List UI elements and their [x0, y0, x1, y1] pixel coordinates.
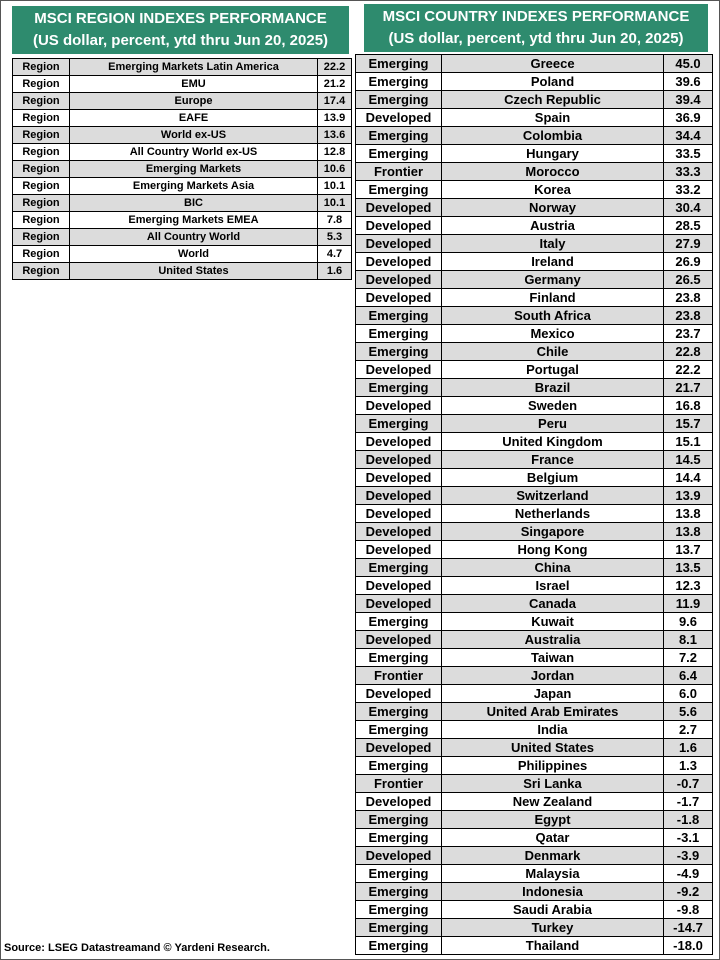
- row-value-cell: 26.9: [664, 253, 713, 271]
- row-type-cell: Emerging: [356, 325, 442, 343]
- table-row: [13, 246, 352, 263]
- row-value-cell: 2.7: [664, 721, 713, 739]
- row-value-cell: 22.2: [318, 59, 352, 76]
- row-value-cell: 7.8: [318, 212, 352, 229]
- table-row: [356, 253, 713, 271]
- row-type-cell: Developed: [356, 199, 442, 217]
- row-name-cell: Finland: [442, 289, 664, 307]
- row-type-cell: Emerging: [356, 55, 442, 73]
- row-name-cell: Ireland: [442, 253, 664, 271]
- row-type-cell: Emerging: [356, 829, 442, 847]
- row-type-cell: Developed: [356, 397, 442, 415]
- row-name-cell: Belgium: [442, 469, 664, 487]
- row-value-cell: 39.6: [664, 73, 713, 91]
- row-type-cell: Developed: [356, 433, 442, 451]
- table-row: [13, 178, 352, 195]
- table-row: [356, 55, 713, 73]
- table-row: [356, 145, 713, 163]
- row-type-cell: Emerging: [356, 937, 442, 955]
- row-type-cell: Developed: [356, 505, 442, 523]
- row-name-cell: United States: [442, 739, 664, 757]
- row-name-cell: Egypt: [442, 811, 664, 829]
- row-value-cell: 39.4: [664, 91, 713, 109]
- row-name-cell: Israel: [442, 577, 664, 595]
- row-value-cell: 10.6: [318, 161, 352, 178]
- table-row: [356, 469, 713, 487]
- row-value-cell: 33.3: [664, 163, 713, 181]
- row-type-cell: Developed: [356, 253, 442, 271]
- row-value-cell: 10.1: [318, 195, 352, 212]
- row-value-cell: 6.4: [664, 667, 713, 685]
- row-type-cell: Developed: [356, 271, 442, 289]
- table-row: [356, 73, 713, 91]
- row-name-cell: Emerging Markets Asia: [70, 178, 318, 195]
- row-value-cell: 12.3: [664, 577, 713, 595]
- table-row: [356, 703, 713, 721]
- table-row: [356, 217, 713, 235]
- row-value-cell: 23.8: [664, 307, 713, 325]
- table-row: [356, 109, 713, 127]
- table-row: [13, 93, 352, 110]
- row-type-cell: Emerging: [356, 757, 442, 775]
- row-name-cell: Philippines: [442, 757, 664, 775]
- table-row: [356, 451, 713, 469]
- row-value-cell: 4.7: [318, 246, 352, 263]
- table-row: [13, 212, 352, 229]
- row-value-cell: 11.9: [664, 595, 713, 613]
- region-table-header: [12, 6, 349, 54]
- region-performance-table: [12, 58, 352, 280]
- row-name-cell: Netherlands: [442, 505, 664, 523]
- row-value-cell: -0.7: [664, 775, 713, 793]
- table-row: [356, 361, 713, 379]
- row-value-cell: 34.4: [664, 127, 713, 145]
- row-name-cell: Italy: [442, 235, 664, 253]
- row-name-cell: Emerging Markets: [70, 161, 318, 178]
- row-value-cell: 13.5: [664, 559, 713, 577]
- row-value-cell: 13.9: [664, 487, 713, 505]
- row-type-cell: Emerging: [356, 919, 442, 937]
- row-type-cell: Region: [13, 212, 70, 229]
- row-name-cell: Greece: [442, 55, 664, 73]
- row-value-cell: -3.1: [664, 829, 713, 847]
- table-row: [13, 195, 352, 212]
- table-row: [356, 631, 713, 649]
- table-row: [356, 559, 713, 577]
- row-type-cell: Developed: [356, 289, 442, 307]
- row-value-cell: 28.5: [664, 217, 713, 235]
- table-row: [356, 829, 713, 847]
- row-name-cell: France: [442, 451, 664, 469]
- row-value-cell: -4.9: [664, 865, 713, 883]
- row-value-cell: -18.0: [664, 937, 713, 955]
- row-name-cell: Canada: [442, 595, 664, 613]
- table-row: [356, 289, 713, 307]
- row-name-cell: Czech Republic: [442, 91, 664, 109]
- row-value-cell: 17.4: [318, 93, 352, 110]
- row-type-cell: Emerging: [356, 703, 442, 721]
- row-type-cell: Emerging: [356, 127, 442, 145]
- table-row: [356, 523, 713, 541]
- table-row: [356, 667, 713, 685]
- row-value-cell: 9.6: [664, 613, 713, 631]
- row-type-cell: Region: [13, 229, 70, 246]
- row-type-cell: Emerging: [356, 307, 442, 325]
- table-row: [356, 739, 713, 757]
- table-row: [13, 144, 352, 161]
- row-value-cell: 1.6: [318, 263, 352, 280]
- row-value-cell: -1.7: [664, 793, 713, 811]
- table-row: [13, 127, 352, 144]
- row-type-cell: Region: [13, 161, 70, 178]
- row-name-cell: Japan: [442, 685, 664, 703]
- row-name-cell: Taiwan: [442, 649, 664, 667]
- table-row: [356, 613, 713, 631]
- row-name-cell: Hong Kong: [442, 541, 664, 559]
- row-type-cell: Region: [13, 110, 70, 127]
- row-name-cell: Jordan: [442, 667, 664, 685]
- row-name-cell: Saudi Arabia: [442, 901, 664, 919]
- row-type-cell: Developed: [356, 685, 442, 703]
- row-value-cell: 22.2: [664, 361, 713, 379]
- row-type-cell: Region: [13, 178, 70, 195]
- row-name-cell: India: [442, 721, 664, 739]
- country-table-header: [364, 4, 708, 52]
- row-type-cell: Emerging: [356, 865, 442, 883]
- table-row: [356, 433, 713, 451]
- source-note: Source: LSEG Datastreamand © Yardeni Research.: [4, 942, 270, 954]
- row-name-cell: Mexico: [442, 325, 664, 343]
- row-value-cell: -1.8: [664, 811, 713, 829]
- row-name-cell: BIC: [70, 195, 318, 212]
- table-row: [13, 110, 352, 127]
- row-type-cell: Region: [13, 263, 70, 280]
- table-row: [356, 649, 713, 667]
- row-value-cell: 1.6: [664, 739, 713, 757]
- table-row: [356, 271, 713, 289]
- row-value-cell: 21.7: [664, 379, 713, 397]
- region-title: MSCI REGION INDEXES PERFORMANCE: [34, 10, 327, 27]
- row-name-cell: EMU: [70, 76, 318, 93]
- row-name-cell: Morocco: [442, 163, 664, 181]
- table-row: [356, 163, 713, 181]
- table-row: [356, 793, 713, 811]
- table-row: [356, 757, 713, 775]
- row-name-cell: All Country World: [70, 229, 318, 246]
- row-name-cell: China: [442, 559, 664, 577]
- row-type-cell: Emerging: [356, 91, 442, 109]
- row-type-cell: Developed: [356, 469, 442, 487]
- table-row: [13, 263, 352, 280]
- row-value-cell: 16.8: [664, 397, 713, 415]
- row-name-cell: Thailand: [442, 937, 664, 955]
- row-name-cell: New Zealand: [442, 793, 664, 811]
- row-type-cell: Emerging: [356, 415, 442, 433]
- row-value-cell: 1.3: [664, 757, 713, 775]
- row-type-cell: Developed: [356, 451, 442, 469]
- table-row: [356, 541, 713, 559]
- row-name-cell: Sweden: [442, 397, 664, 415]
- row-name-cell: Turkey: [442, 919, 664, 937]
- row-type-cell: Emerging: [356, 721, 442, 739]
- row-value-cell: 30.4: [664, 199, 713, 217]
- row-value-cell: 6.0: [664, 685, 713, 703]
- row-name-cell: EAFE: [70, 110, 318, 127]
- region-subtitle: (US dollar, percent, ytd thru Jun 20, 2025): [32, 32, 329, 49]
- row-name-cell: Peru: [442, 415, 664, 433]
- table-row: [356, 919, 713, 937]
- row-value-cell: 36.9: [664, 109, 713, 127]
- row-name-cell: Germany: [442, 271, 664, 289]
- row-name-cell: Chile: [442, 343, 664, 361]
- row-value-cell: 13.9: [318, 110, 352, 127]
- row-type-cell: Developed: [356, 793, 442, 811]
- table-row: [356, 721, 713, 739]
- row-type-cell: Developed: [356, 631, 442, 649]
- table-row: [356, 343, 713, 361]
- table-row: [356, 685, 713, 703]
- row-type-cell: Developed: [356, 577, 442, 595]
- row-name-cell: Austria: [442, 217, 664, 235]
- row-type-cell: Emerging: [356, 883, 442, 901]
- table-row: [356, 379, 713, 397]
- country-performance-table: [355, 54, 713, 955]
- table-row: [356, 775, 713, 793]
- row-name-cell: Qatar: [442, 829, 664, 847]
- table-row: [356, 811, 713, 829]
- row-type-cell: Developed: [356, 235, 442, 253]
- row-type-cell: Developed: [356, 541, 442, 559]
- row-value-cell: 22.8: [664, 343, 713, 361]
- row-type-cell: Frontier: [356, 163, 442, 181]
- row-value-cell: 13.8: [664, 523, 713, 541]
- row-value-cell: 33.5: [664, 145, 713, 163]
- row-type-cell: Developed: [356, 595, 442, 613]
- row-type-cell: Developed: [356, 361, 442, 379]
- row-type-cell: Frontier: [356, 775, 442, 793]
- row-name-cell: Korea: [442, 181, 664, 199]
- row-value-cell: 7.2: [664, 649, 713, 667]
- row-name-cell: World ex-US: [70, 127, 318, 144]
- table-row: [356, 307, 713, 325]
- row-value-cell: -3.9: [664, 847, 713, 865]
- row-type-cell: Developed: [356, 523, 442, 541]
- row-type-cell: Developed: [356, 739, 442, 757]
- row-value-cell: 14.4: [664, 469, 713, 487]
- row-value-cell: 45.0: [664, 55, 713, 73]
- row-value-cell: 10.1: [318, 178, 352, 195]
- row-name-cell: Spain: [442, 109, 664, 127]
- row-type-cell: Emerging: [356, 811, 442, 829]
- table-row: [356, 415, 713, 433]
- table-row: [13, 59, 352, 76]
- row-value-cell: 33.2: [664, 181, 713, 199]
- row-name-cell: Emerging Markets Latin America: [70, 59, 318, 76]
- table-row: [356, 199, 713, 217]
- table-row: [356, 901, 713, 919]
- table-row: [356, 127, 713, 145]
- row-name-cell: Europe: [70, 93, 318, 110]
- row-type-cell: Developed: [356, 847, 442, 865]
- table-row: [356, 397, 713, 415]
- row-value-cell: 5.6: [664, 703, 713, 721]
- table-row: [356, 937, 713, 955]
- country-subtitle: (US dollar, percent, ytd thru Jun 20, 2025): [388, 30, 684, 47]
- row-name-cell: World: [70, 246, 318, 263]
- row-name-cell: South Africa: [442, 307, 664, 325]
- table-row: [356, 577, 713, 595]
- row-type-cell: Region: [13, 195, 70, 212]
- row-value-cell: 13.6: [318, 127, 352, 144]
- row-type-cell: Region: [13, 246, 70, 263]
- table-row: [356, 181, 713, 199]
- row-name-cell: Australia: [442, 631, 664, 649]
- row-name-cell: Denmark: [442, 847, 664, 865]
- country-title: MSCI COUNTRY INDEXES PERFORMANCE: [382, 8, 690, 25]
- row-type-cell: Emerging: [356, 559, 442, 577]
- table-row: [13, 229, 352, 246]
- row-value-cell: 23.8: [664, 289, 713, 307]
- row-type-cell: Emerging: [356, 73, 442, 91]
- row-type-cell: Developed: [356, 217, 442, 235]
- row-type-cell: Region: [13, 76, 70, 93]
- row-name-cell: Poland: [442, 73, 664, 91]
- row-name-cell: Switzerland: [442, 487, 664, 505]
- row-value-cell: 14.5: [664, 451, 713, 469]
- row-name-cell: Norway: [442, 199, 664, 217]
- row-name-cell: Hungary: [442, 145, 664, 163]
- row-type-cell: Developed: [356, 109, 442, 127]
- row-type-cell: Developed: [356, 487, 442, 505]
- row-type-cell: Emerging: [356, 649, 442, 667]
- row-name-cell: All Country World ex-US: [70, 144, 318, 161]
- table-row: [356, 505, 713, 523]
- row-type-cell: Region: [13, 93, 70, 110]
- row-value-cell: 23.7: [664, 325, 713, 343]
- table-row: [13, 76, 352, 93]
- row-value-cell: -14.7: [664, 919, 713, 937]
- row-value-cell: 21.2: [318, 76, 352, 93]
- row-name-cell: Sri Lanka: [442, 775, 664, 793]
- row-value-cell: 26.5: [664, 271, 713, 289]
- row-name-cell: Colombia: [442, 127, 664, 145]
- row-value-cell: 15.7: [664, 415, 713, 433]
- table-row: [356, 865, 713, 883]
- row-name-cell: Portugal: [442, 361, 664, 379]
- row-value-cell: -9.2: [664, 883, 713, 901]
- row-name-cell: Malaysia: [442, 865, 664, 883]
- row-name-cell: United Kingdom: [442, 433, 664, 451]
- row-type-cell: Region: [13, 144, 70, 161]
- table-row: [356, 235, 713, 253]
- row-type-cell: Region: [13, 127, 70, 144]
- row-name-cell: Brazil: [442, 379, 664, 397]
- row-value-cell: 8.1: [664, 631, 713, 649]
- row-type-cell: Emerging: [356, 343, 442, 361]
- row-type-cell: Emerging: [356, 379, 442, 397]
- row-name-cell: United Arab Emirates: [442, 703, 664, 721]
- row-value-cell: 12.8: [318, 144, 352, 161]
- row-name-cell: Singapore: [442, 523, 664, 541]
- row-name-cell: Emerging Markets EMEA: [70, 212, 318, 229]
- row-value-cell: 27.9: [664, 235, 713, 253]
- table-row: [356, 847, 713, 865]
- row-value-cell: 15.1: [664, 433, 713, 451]
- table-row: [356, 325, 713, 343]
- row-type-cell: Emerging: [356, 901, 442, 919]
- table-row: [356, 91, 713, 109]
- row-type-cell: Emerging: [356, 181, 442, 199]
- table-row: [356, 883, 713, 901]
- row-name-cell: United States: [70, 263, 318, 280]
- row-type-cell: Emerging: [356, 145, 442, 163]
- row-name-cell: Kuwait: [442, 613, 664, 631]
- table-row: [13, 161, 352, 178]
- row-value-cell: 5.3: [318, 229, 352, 246]
- table-row: [356, 487, 713, 505]
- row-value-cell: 13.8: [664, 505, 713, 523]
- row-value-cell: -9.8: [664, 901, 713, 919]
- row-type-cell: Frontier: [356, 667, 442, 685]
- row-type-cell: Region: [13, 59, 70, 76]
- row-type-cell: Emerging: [356, 613, 442, 631]
- row-value-cell: 13.7: [664, 541, 713, 559]
- table-row: [356, 595, 713, 613]
- row-name-cell: Indonesia: [442, 883, 664, 901]
